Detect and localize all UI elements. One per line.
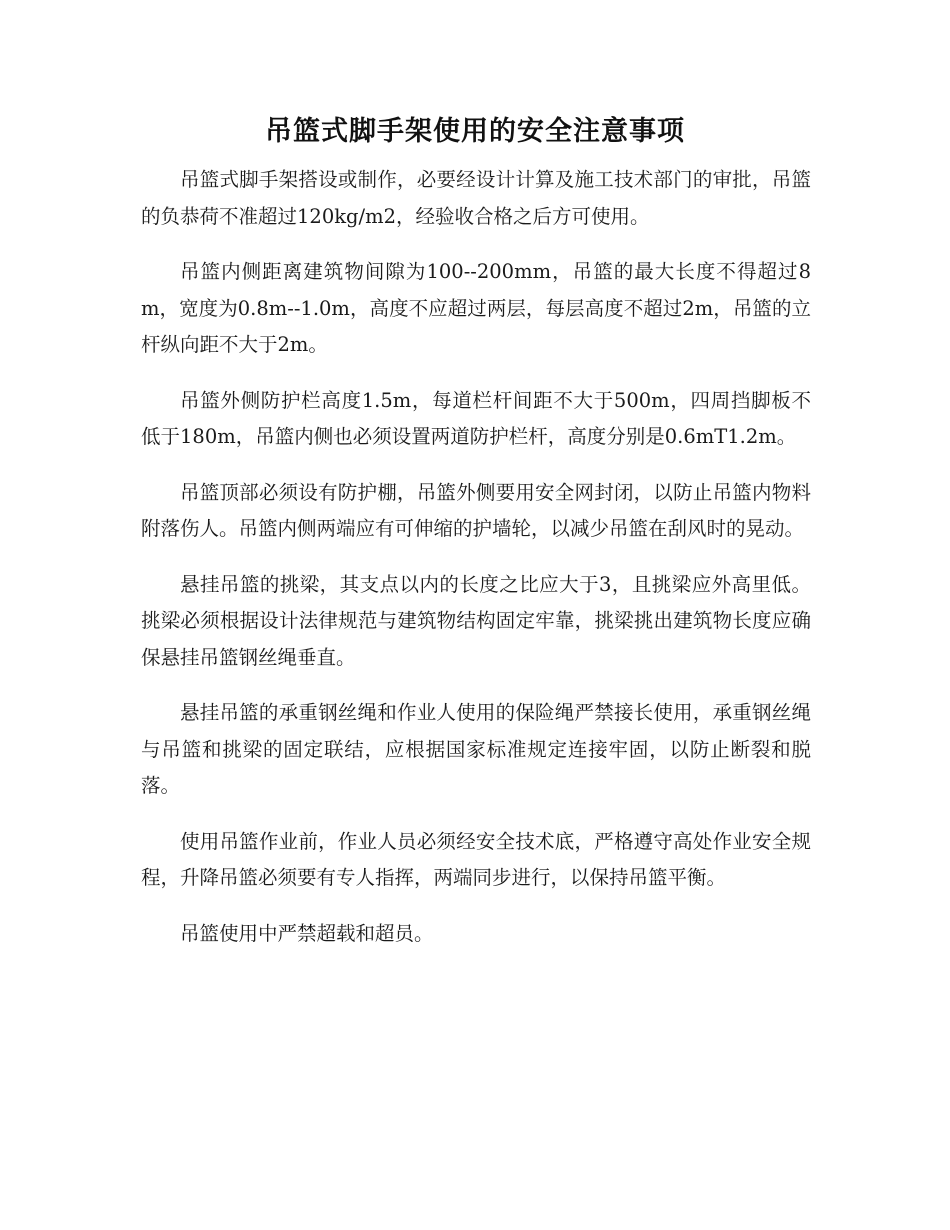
paragraph-6: 悬挂吊篮的承重钢丝绳和作业人使用的保险绳严禁接长使用，承重钢丝绳与吊篮和挑梁的固定联结，应根据国家标准规定连接牢固，以防止断裂和脱落。	[141, 701, 811, 797]
paragraph-8: 吊篮使用中严禁超载和超员。	[180, 921, 434, 945]
paragraph-2: 吊篮内侧距离建筑物间隙为100--200mm，吊篮的最大长度不得超过8m，宽度为0.8m--1.0m，高度不应超过两层，每层高度不超过2m，吊篮的立杆纵向距不大于2m。	[141, 260, 811, 356]
document-body	[141, 162, 811, 971]
paragraph-7: 使用吊篮作业前，作业人员必须经安全技术底，严格遵守高处作业安全规程，升降吊篮必须要有专人指挥，两端同步进行，以保持吊篮平衡。	[141, 829, 811, 889]
paragraph-4: 吊篮顶部必须设有防护棚，吊篮外侧要用安全网封闭，以防止吊篮内物料附落伤人。吊篮内侧两端应有可伸缩的护墙轮，以减少吊篮在刮风时的晃动。	[141, 480, 811, 540]
paragraph-3: 吊篮外侧防护栏高度1.5m，每道栏杆间距不大于500m，四周挡脚板不低于180m，吊篮内侧也必须设置两道防护栏杆，高度分别是0.6mT1.2m。	[141, 388, 811, 448]
paragraph-5: 悬挂吊篮的挑梁，其支点以内的长度之比应大于3，且挑梁应外高里低。挑梁必须根据设计法律规范与建筑物结构固定牢靠，挑梁挑出建筑物长度应确保悬挂吊篮钢丝绳垂直。	[141, 572, 811, 669]
document-title: 吊篮式脚手架使用的安全注意事项	[265, 116, 685, 147]
paragraph-1: 吊篮式脚手架搭设或制作，必要经设计计算及施工技术部门的审批，吊篮的负恭荷不准超过120kg/m2，经验收合格之后方可使用。	[141, 168, 811, 228]
